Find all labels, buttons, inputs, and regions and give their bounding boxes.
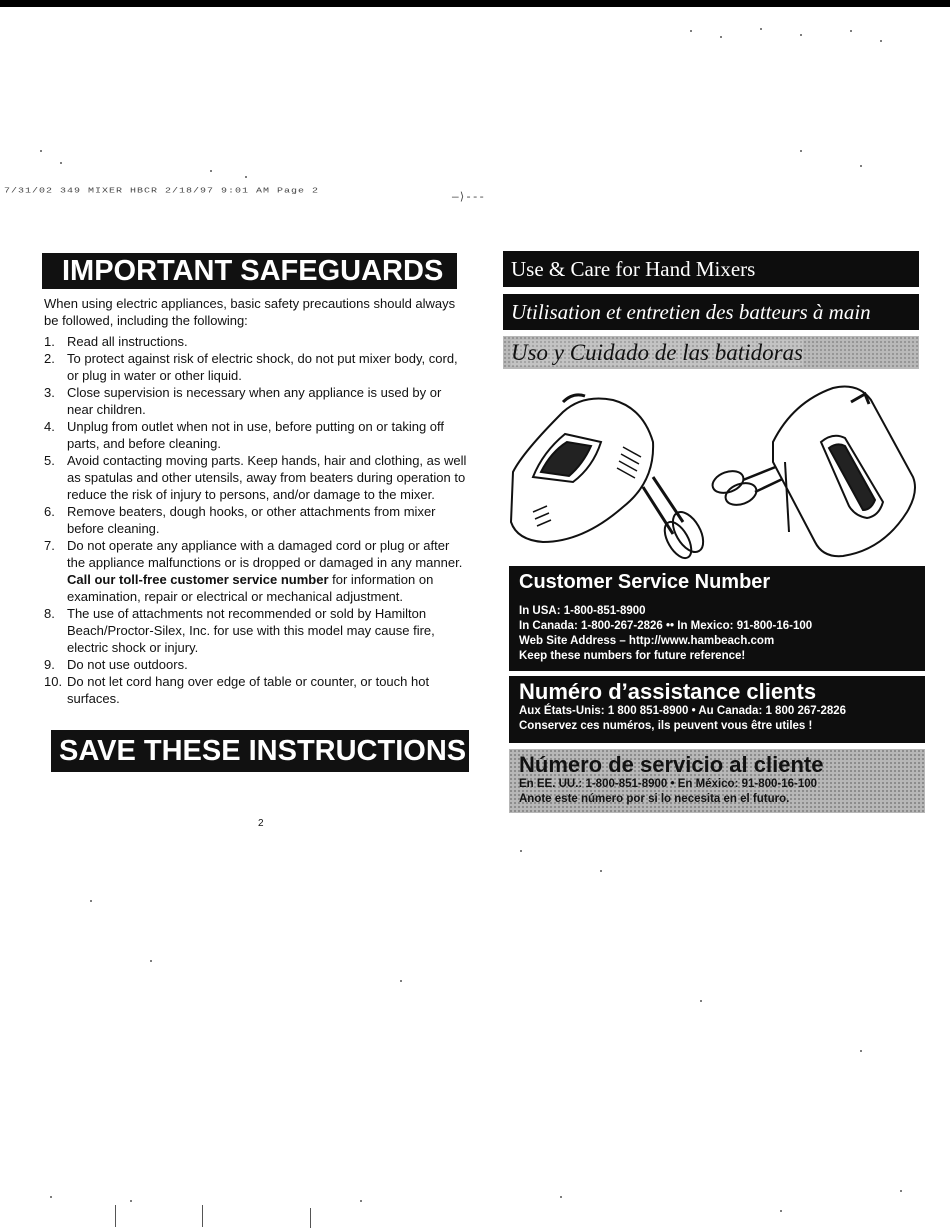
safeguard-item [44,503,469,537]
customer-service-line: Keep these numbers for future reference! [519,650,746,662]
safeguard-text: Remove beaters, dough hooks, or other attachments from mixer before cleaning. [67,504,436,536]
safeguard-emphasis: Call our toll-free customer service number [67,572,329,587]
page-number: 2 [258,818,264,829]
important-safeguards-title: IMPORTANT SAFEGUARDS [42,253,457,289]
safeguard-item [44,673,469,707]
save-instructions-banner: SAVE THESE INSTRUCTIONS [51,730,469,772]
safeguard-number: 4. [44,419,55,434]
customer-service-en [509,566,925,671]
customer-service-line: Aux États-Unis: 1 800 851-8900 • Au Canada: 1 800 267-2826 [519,705,847,717]
right-mixer-icon [773,387,915,557]
scan-speck [800,150,802,152]
hand-mixer-illustration [503,382,919,560]
customer-service-title-es: Número de servicio al cliente [519,752,824,777]
safeguard-item [44,605,469,656]
scan-speck [860,1050,862,1052]
scan-speck [880,40,882,42]
safeguard-text: Do not use outdoors. [67,657,188,672]
safeguard-item [44,537,469,605]
safeguard-item [44,384,469,418]
safeguard-text: The use of attachments not recommended or sold by Hamilton Beach/Proctor-Silex, Inc. for use with this model may cause fire, electric shock or injury. [67,606,435,655]
customer-service-es [509,749,925,813]
safeguard-number: 10. [44,674,63,689]
safeguard-number: 3. [44,385,55,400]
safeguard-number: 8. [44,606,55,621]
safeguard-text: Close supervision is necessary when any appliance is used by or near children. [67,385,442,417]
safeguard-item [44,350,469,384]
scan-speck [360,1200,362,1202]
use-care-banner-es [503,336,919,369]
scan-speck [900,1190,902,1192]
use-care-banner-fr: Utilisation et entretien des batteurs à main [503,294,919,330]
scan-speck [760,28,762,30]
fax-header: 7/31/02 349 MIXER HBCR 2/18/97 9:01 AM Page 2 [4,187,320,196]
scan-speck [780,1210,782,1212]
customer-service-line: Conservez ces numéros, ils peuvent vous être utiles ! [519,720,813,732]
safeguards-intro: When using electric appliances, basic safety precautions should always be followed, including the following: [44,296,456,328]
fax-mark: —⟩--- [452,192,486,204]
scan-speck [690,30,692,32]
scan-speck [400,980,402,982]
safeguard-item [44,656,469,673]
scan-speck [150,960,152,962]
safeguard-text: for information on examination, repair or electrical or mechanical adjustment. [67,572,434,604]
safeguard-item [44,418,469,452]
scan-speck [245,176,247,178]
scan-speck [520,850,522,852]
customer-service-line: Anote este número por si lo necesita en el futuro. [519,793,790,805]
customer-service-title-fr: Numéro d’assistance clients [519,679,817,704]
left-mixer-icon [511,395,709,560]
scan-speck [800,34,802,36]
scan-speck [90,900,92,902]
scan-speck [560,1196,562,1198]
scan-speck [130,1200,132,1202]
safeguard-number: 5. [44,453,55,468]
use-care-banner-es-text: Uso y Cuidado de las batidoras [511,339,803,365]
customer-service-title-en: Customer Service Number [519,571,771,593]
safeguard-text: Do not let cord hang over edge of table or counter, or touch hot surfaces. [67,674,430,706]
safeguard-number: 9. [44,657,55,672]
safeguard-number: 6. [44,504,55,519]
safeguard-text: Unplug from outlet when not in use, before putting on or taking off parts, and before cleaning. [67,419,444,451]
scan-artifact [115,1205,116,1227]
safeguard-item [44,333,469,350]
safeguard-number: 7. [44,538,55,553]
scan-speck [50,1196,52,1198]
customer-service-line: In USA: 1-800-851-8900 [519,605,646,617]
customer-service-fr [509,676,925,743]
safeguard-item [44,452,469,503]
customer-service-line: En EE. UU.: 1-800-851-8900 • En México: 91-800-16-100 [519,778,818,790]
safeguard-text: Read all instructions. [67,334,188,349]
safeguard-text: Avoid contacting moving parts. Keep hands, hair and clothing, as well as spatulas and other utensils, away from beaters during operation to reduce the risk of injury to persons, and/or damage to the mixer. [67,453,467,502]
safeguard-text: To protect against risk of electric shock, do not put mixer body, cord, or plug in water or other liquid. [67,351,458,383]
use-care-banner-en: Use & Care for Hand Mixers [503,251,919,287]
customer-service-line: Web Site Address – http://www.hambeach.com [519,635,775,647]
scan-speck [60,162,62,164]
scan-artifact [310,1208,311,1228]
scan-speck [850,30,852,32]
scan-speck [40,150,42,152]
safeguard-text: Do not operate any appliance with a damaged cord or plug or after the appliance malfunctions or is dropped or damaged in any manner. [67,538,463,570]
scan-speck [720,36,722,38]
safeguard-number: 2. [44,351,55,366]
safeguards-list [44,333,469,707]
safeguard-number: 1. [44,334,55,349]
scan-speck [860,165,862,167]
customer-service-line: In Canada: 1-800-267-2826 •• In Mexico: 91-800-16-100 [519,620,813,632]
scan-speck [210,170,212,172]
scan-speck [700,1000,702,1002]
scan-artifact [202,1205,203,1227]
scan-speck [600,870,602,872]
top-border [0,0,950,7]
